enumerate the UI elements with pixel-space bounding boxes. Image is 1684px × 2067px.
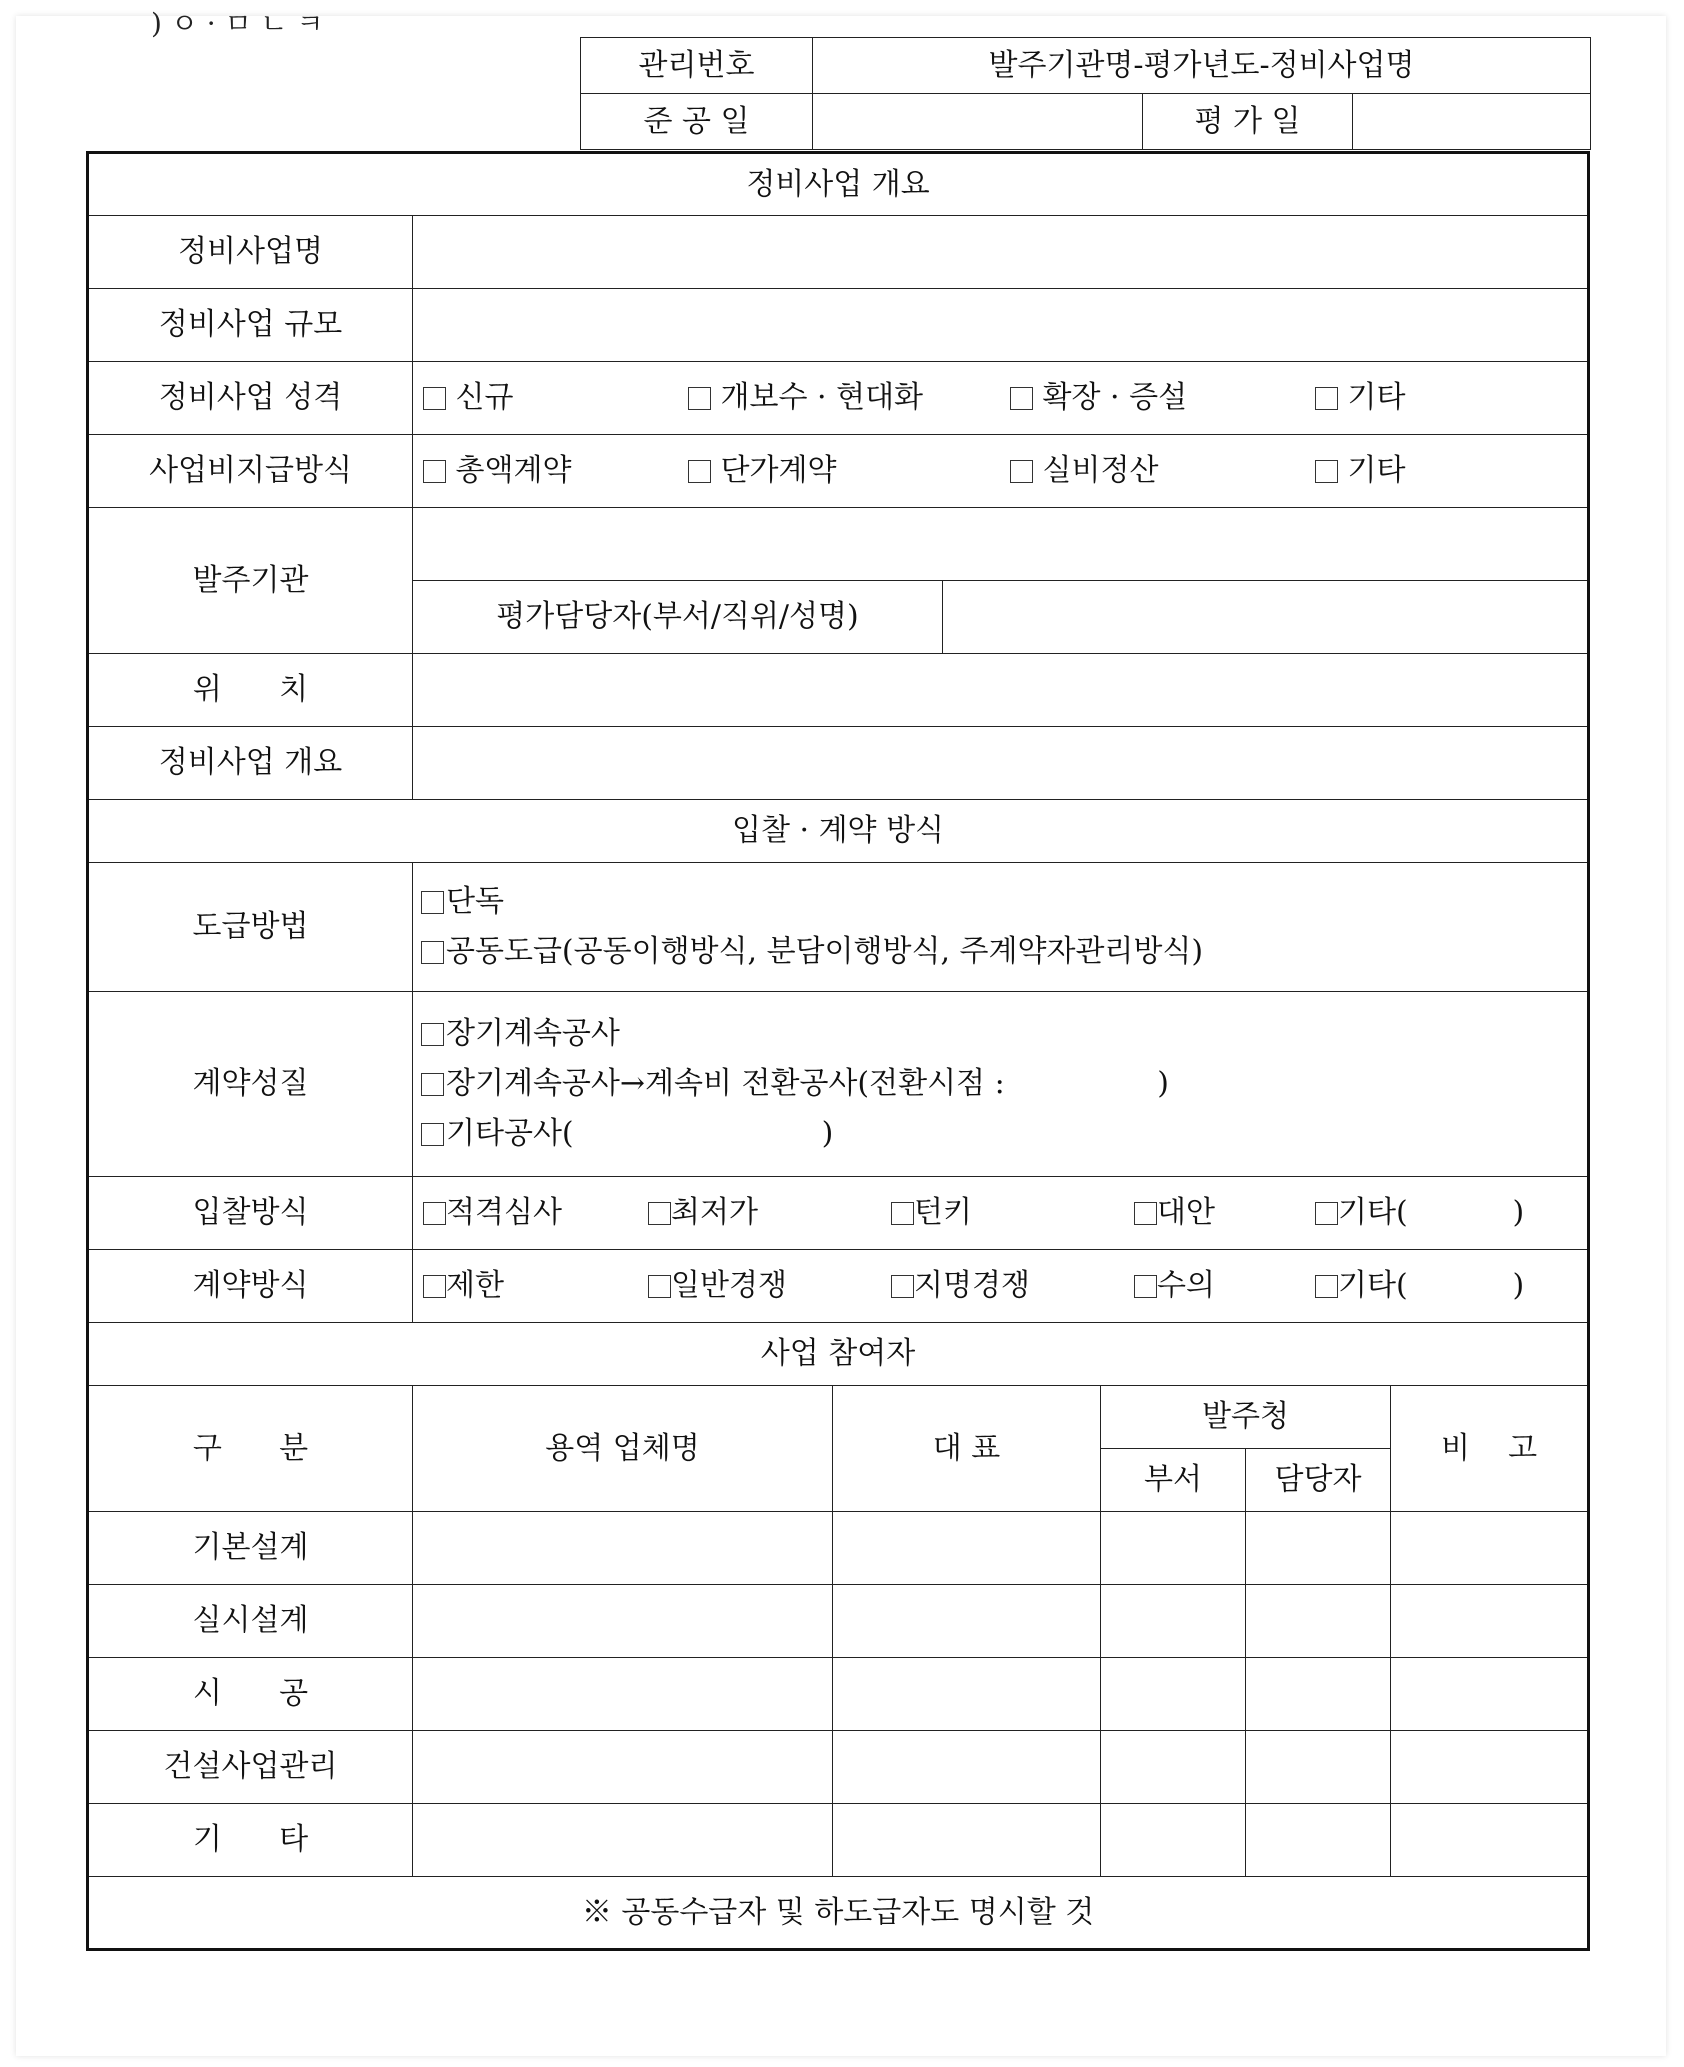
contract-nature-options [413, 992, 1589, 1177]
manager-cell[interactable] [1246, 1731, 1391, 1804]
table-row [88, 1658, 1589, 1731]
bid-option-qualification[interactable]: 적격심사 [423, 1194, 648, 1232]
company-cell[interactable] [413, 1512, 833, 1585]
contract-type-options [413, 1250, 1589, 1323]
checkbox-icon[interactable] [1134, 1202, 1157, 1225]
contract-method-label: 도급방법 [88, 863, 413, 992]
checkbox-icon[interactable] [421, 1073, 444, 1096]
location-label: 위 치 [88, 654, 413, 727]
bid-option-other[interactable]: 기타( ) [1315, 1194, 1524, 1232]
manager-cell[interactable] [1246, 1512, 1391, 1585]
main-form-table [86, 151, 1590, 1951]
evaluator-label: 평가담당자(부서/직위/성명) [413, 581, 943, 654]
section-bidding-title: 입찰 · 계약 방식 [88, 800, 1589, 863]
col-company-header: 용역 업체명 [413, 1386, 833, 1512]
row-label: 기본설계 [88, 1512, 413, 1585]
checkbox-icon[interactable] [423, 460, 446, 483]
project-name-label: 정비사업명 [88, 216, 413, 289]
payment-method-label: 사업비지급방식 [88, 435, 413, 508]
manager-cell[interactable] [1246, 1658, 1391, 1731]
nature-option-other[interactable]: 기타 [1315, 379, 1406, 417]
table-row [88, 1585, 1589, 1658]
contract-method-options [413, 863, 1589, 992]
completion-date-label: 준 공 일 [581, 94, 813, 150]
payment-option-other[interactable]: 기타 [1315, 452, 1406, 490]
payment-method-options [413, 435, 1589, 508]
payment-option-lump-sum[interactable]: 총액계약 [423, 452, 688, 490]
dept-cell[interactable] [1101, 1804, 1246, 1877]
checkbox-icon[interactable] [421, 891, 444, 914]
checkbox-icon[interactable] [421, 941, 444, 964]
payment-option-unit-price[interactable]: 단가계약 [688, 452, 1010, 490]
payment-option-actual-cost[interactable]: 실비정산 [1010, 452, 1315, 490]
checkbox-icon[interactable] [891, 1202, 914, 1225]
agency-field[interactable] [413, 508, 1589, 581]
bid-option-alternative[interactable]: 대안 [1134, 1194, 1315, 1232]
completion-date-field[interactable] [813, 94, 1143, 150]
col-client-header: 발주청 [1101, 1386, 1391, 1449]
eval-date-label: 평 가 일 [1143, 94, 1353, 150]
checkbox-icon[interactable] [423, 1202, 446, 1225]
management-table [580, 37, 1591, 150]
project-scale-field[interactable] [413, 289, 1589, 362]
dept-cell[interactable] [1101, 1658, 1246, 1731]
checkbox-icon[interactable] [1315, 1202, 1338, 1225]
company-cell[interactable] [413, 1804, 833, 1877]
method-option-single[interactable]: 단독 [421, 877, 1579, 927]
dept-cell[interactable] [1101, 1731, 1246, 1804]
dept-cell[interactable] [1101, 1512, 1246, 1585]
method-option-joint[interactable]: 공동도급(공동이행방식, 분담이행방식, 주계약자관리방식) [421, 927, 1579, 977]
col-dept-header: 부서 [1101, 1449, 1246, 1512]
col-note-header: 비 고 [1391, 1386, 1589, 1512]
checkbox-icon[interactable] [648, 1202, 671, 1225]
checkbox-icon[interactable] [1315, 460, 1338, 483]
contract-option-nominated[interactable]: 지명경쟁 [891, 1267, 1134, 1305]
company-cell[interactable] [413, 1658, 833, 1731]
row-label: 시 공 [88, 1658, 413, 1731]
contract-type-label: 계약방식 [88, 1250, 413, 1323]
checkbox-icon[interactable] [423, 1275, 446, 1298]
nature-option-new[interactable]: 신규 [423, 379, 688, 417]
evaluator-field[interactable] [943, 581, 1589, 654]
company-cell[interactable] [413, 1585, 833, 1658]
table-row [88, 1804, 1589, 1877]
checkbox-icon[interactable] [648, 1275, 671, 1298]
note-cell[interactable] [1391, 1658, 1589, 1731]
dept-cell[interactable] [1101, 1585, 1246, 1658]
checkbox-icon[interactable] [1315, 387, 1338, 410]
checkbox-icon[interactable] [891, 1275, 914, 1298]
representative-cell[interactable] [833, 1804, 1101, 1877]
nature-option-expansion[interactable]: 확장 · 증설 [1010, 379, 1315, 417]
manager-cell[interactable] [1246, 1585, 1391, 1658]
note-cell[interactable] [1391, 1585, 1589, 1658]
representative-cell[interactable] [833, 1658, 1101, 1731]
section-overview-title: 정비사업 개요 [88, 153, 1589, 216]
mgmt-number-value: 발주기관명-평가년도-정비사업명 [813, 38, 1591, 94]
cut-off-heading: ) ㅇ · ㅁ ㄴ ㅋ [151, 7, 324, 40]
project-nature-options [413, 362, 1589, 435]
project-scale-label: 정비사업 규모 [88, 289, 413, 362]
checkbox-icon[interactable] [688, 460, 711, 483]
project-nature-label: 정비사업 성격 [88, 362, 413, 435]
nature-option-conversion[interactable]: 장기계속공사→계속비 전환공사(전환시점 : ) [421, 1059, 1579, 1109]
bid-method-options [413, 1177, 1589, 1250]
eval-date-field[interactable] [1353, 94, 1591, 150]
footnote: ※ 공동수급자 및 하도급자도 명시할 것 [88, 1877, 1589, 1950]
note-cell[interactable] [1391, 1804, 1589, 1877]
checkbox-icon[interactable] [1010, 460, 1033, 483]
location-field[interactable] [413, 654, 1589, 727]
project-name-field[interactable] [413, 216, 1589, 289]
summary-field[interactable] [413, 727, 1589, 800]
nature-option-renovation[interactable]: 개보수 · 현대화 [688, 379, 1010, 417]
contract-option-limited[interactable]: 제한 [423, 1267, 648, 1305]
row-label: 실시설계 [88, 1585, 413, 1658]
col-manager-header: 담당자 [1246, 1449, 1391, 1512]
section-participants-title: 사업 참여자 [88, 1323, 1589, 1386]
manager-cell[interactable] [1246, 1804, 1391, 1877]
row-label: 건설사업관리 [88, 1731, 413, 1804]
row-label: 기 타 [88, 1804, 413, 1877]
agency-label: 발주기관 [88, 508, 413, 654]
checkbox-icon[interactable] [421, 1023, 444, 1046]
contract-nature-label: 계약성질 [88, 992, 413, 1177]
checkbox-icon[interactable] [421, 1123, 444, 1146]
table-row [88, 1512, 1589, 1585]
contract-option-other[interactable]: 기타( ) [1315, 1267, 1524, 1305]
bid-method-label: 입찰방식 [88, 1177, 413, 1250]
representative-cell[interactable] [833, 1512, 1101, 1585]
checkbox-icon[interactable] [1315, 1275, 1338, 1298]
summary-label: 정비사업 개요 [88, 727, 413, 800]
representative-cell[interactable] [833, 1585, 1101, 1658]
checkbox-icon[interactable] [1010, 387, 1033, 410]
checkbox-icon[interactable] [1134, 1275, 1157, 1298]
note-cell[interactable] [1391, 1731, 1589, 1804]
representative-cell[interactable] [833, 1731, 1101, 1804]
nature-option-long-term[interactable]: 장기계속공사 [421, 1009, 1579, 1059]
col-representative-header: 대 표 [833, 1386, 1101, 1512]
contract-option-private[interactable]: 수의 [1134, 1267, 1315, 1305]
checkbox-icon[interactable] [423, 387, 446, 410]
col-division-header: 구 분 [88, 1386, 413, 1512]
nature-option-other-work[interactable]: 기타공사( ) [421, 1109, 1579, 1159]
company-cell[interactable] [413, 1731, 833, 1804]
table-row [88, 1731, 1589, 1804]
mgmt-number-label: 관리번호 [581, 38, 813, 94]
contract-option-general[interactable]: 일반경쟁 [648, 1267, 891, 1305]
note-cell[interactable] [1391, 1512, 1589, 1585]
bid-option-lowest[interactable]: 최저가 [648, 1194, 891, 1232]
checkbox-icon[interactable] [688, 387, 711, 410]
bid-option-turnkey[interactable]: 턴키 [891, 1194, 1134, 1232]
